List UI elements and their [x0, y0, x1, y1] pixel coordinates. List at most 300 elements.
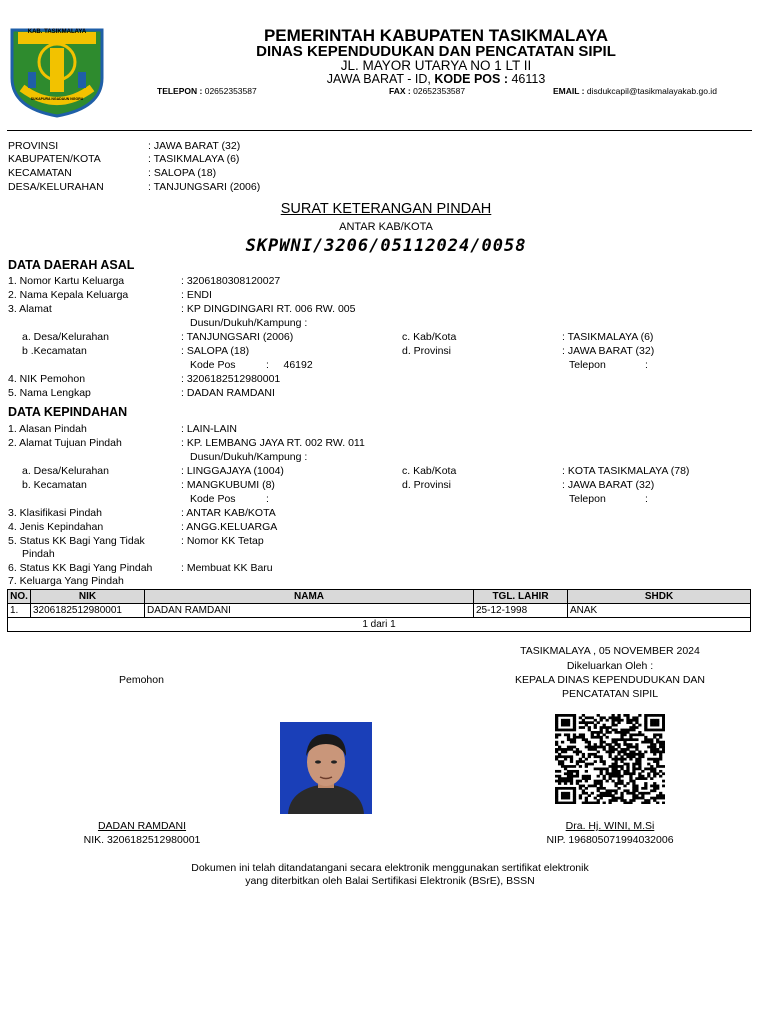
qr-module: [635, 785, 638, 788]
qr-module: [582, 719, 585, 722]
qr-module: [579, 760, 582, 763]
qr-module: [650, 785, 653, 788]
qr-module: [659, 750, 662, 753]
qr-module: [629, 736, 632, 739]
qr-module: [609, 755, 612, 758]
qr-module: [609, 775, 612, 778]
qr-module: [662, 748, 665, 751]
qr-module: [635, 797, 638, 800]
qr-module: [629, 743, 632, 746]
qr-module: [573, 789, 576, 792]
qr-module: [600, 741, 603, 744]
qr-module: [597, 782, 600, 785]
qr-module: [629, 729, 632, 732]
qr-module: [620, 719, 623, 722]
header-line4-b: KODE POS :: [434, 72, 508, 86]
qr-module: [609, 777, 612, 780]
qr-module: [659, 743, 662, 746]
qr-module: [606, 792, 609, 795]
qr-module: [588, 726, 591, 729]
official-name: Dra. Hj. WINI, M.Si: [565, 820, 655, 832]
qr-module: [573, 792, 576, 795]
qr-module: [617, 772, 620, 775]
qr-module: [576, 763, 579, 766]
qr-module: [561, 802, 564, 804]
qr-module: [662, 729, 665, 732]
qr-module: [638, 775, 641, 778]
qr-module: [594, 780, 597, 783]
col-nama: NAMA: [145, 590, 474, 604]
qr-module: [650, 777, 653, 780]
qr-module: [653, 770, 656, 773]
qr-module: [588, 716, 591, 719]
asal-r2-label: 2. Nama Kepala Keluarga: [8, 289, 129, 301]
qr-module: [620, 797, 623, 800]
qr-module: [650, 724, 653, 727]
qr-module: [629, 772, 632, 775]
qr-module: [555, 775, 558, 778]
qr-module: [635, 748, 638, 751]
qr-module: [626, 789, 629, 792]
qr-module: [561, 714, 564, 717]
qr-module: [635, 794, 638, 797]
qr-module: [656, 765, 659, 768]
qr-module: [632, 792, 635, 795]
qr-module: [564, 787, 567, 790]
qr-module: [558, 770, 561, 773]
qr-module: [629, 719, 632, 722]
qr-module: [614, 758, 617, 761]
qr-module: [600, 726, 603, 729]
qr-module: [573, 802, 576, 804]
qr-module: [591, 736, 594, 739]
qr-module: [641, 802, 644, 804]
qr-module: [597, 768, 600, 771]
qr-module: [656, 763, 659, 766]
qr-module: [647, 746, 650, 749]
qr-module: [600, 782, 603, 785]
qr-module: [585, 765, 588, 768]
header-line4-c: 46113: [511, 72, 546, 86]
qr-module: [650, 714, 653, 717]
qr-module: [555, 780, 558, 783]
qr-module: [567, 770, 570, 773]
qr-module: [650, 746, 653, 749]
qr-module: [573, 714, 576, 717]
table-header-row: [8, 590, 751, 604]
qr-module: [635, 777, 638, 780]
qr-module: [606, 743, 609, 746]
qr-module: [603, 724, 606, 727]
qr-module: [594, 797, 597, 800]
qr-module: [564, 714, 567, 717]
qr-module: [573, 765, 576, 768]
place-date: TASIKMALAYA , 05 NOVEMBER 2024: [520, 645, 700, 657]
qr-module: [623, 770, 626, 773]
qr-module: [635, 719, 638, 722]
qr-module: [638, 731, 641, 734]
qr-module: [579, 794, 582, 797]
qr-module: [620, 792, 623, 795]
qr-module: [638, 763, 641, 766]
qr-module: [606, 726, 609, 729]
qr-module: [561, 794, 564, 797]
asal-kab-value: : TASIKMALAYA (6): [562, 331, 654, 343]
qr-module: [611, 741, 614, 744]
qr-module: [591, 763, 594, 766]
qr-module: [594, 736, 597, 739]
qr-module: [609, 753, 612, 756]
qr-module: [617, 743, 620, 746]
qr-module: [576, 770, 579, 773]
qr-module: [600, 743, 603, 746]
qr-module: [659, 729, 662, 732]
qr-module: [570, 770, 573, 773]
qr-module: [614, 755, 617, 758]
qr-module: [653, 797, 656, 800]
header-divider: [7, 130, 752, 131]
qr-module: [662, 794, 665, 797]
qr-module: [629, 721, 632, 724]
qr-module: [600, 729, 603, 732]
qr-module: [653, 772, 656, 775]
qr-module: [629, 792, 632, 795]
qr-module: [611, 799, 614, 802]
qr-module: [573, 719, 576, 722]
qr-module: [647, 758, 650, 761]
qr-module: [555, 736, 558, 739]
qr-module: [656, 797, 659, 800]
fax-value: 02652353587: [413, 86, 466, 96]
qr-module: [582, 789, 585, 792]
qr-module: [570, 782, 573, 785]
qr-module: [620, 760, 623, 763]
qr-module: [573, 746, 576, 749]
qr-module: [591, 748, 594, 751]
qr-module: [591, 753, 594, 756]
qr-module: [662, 785, 665, 788]
qr-module: [620, 780, 623, 783]
qr-module: [579, 721, 582, 724]
qr-module: [600, 758, 603, 761]
asal-dusun: Dusun/Dukuh/Kampung :: [190, 317, 308, 329]
qr-module: [659, 746, 662, 749]
qr-module: [656, 787, 659, 790]
qr-module: [561, 787, 564, 790]
qr-module: [644, 738, 647, 741]
qr-module: [632, 753, 635, 756]
qr-module: [617, 750, 620, 753]
qr-module: [564, 755, 567, 758]
qr-module: [635, 721, 638, 724]
qr-module: [579, 726, 582, 729]
qr-module: [576, 753, 579, 756]
qr-module: [611, 768, 614, 771]
qr-module: [567, 780, 570, 783]
qr-module: [662, 743, 665, 746]
official-nip: NIP. 196805071994032006: [546, 834, 674, 846]
qr-module: [567, 765, 570, 768]
qr-module: [582, 792, 585, 795]
qr-module: [635, 716, 638, 719]
qr-module: [662, 746, 665, 749]
qr-module: [632, 726, 635, 729]
qr-module: [617, 797, 620, 800]
qr-module: [582, 760, 585, 763]
header-line4: [120, 72, 752, 86]
qr-module: [632, 755, 635, 758]
header-line4-a: JAWA BARAT - ID,: [326, 72, 431, 86]
qr-module: [567, 736, 570, 739]
qr-module: [585, 716, 588, 719]
pindah-dusun: Dusun/Dukuh/Kampung :: [190, 451, 308, 463]
qr-module: [662, 765, 665, 768]
qr-module: [561, 741, 564, 744]
qr-module: [555, 758, 558, 761]
qr-module: [632, 794, 635, 797]
qr-module: [638, 777, 641, 780]
doc-title: SURAT KETERANGAN PINDAH: [280, 201, 492, 217]
qr-module: [609, 731, 612, 734]
qr-module: [609, 726, 612, 729]
qr-module: [623, 743, 626, 746]
qr-module: [629, 746, 632, 749]
qr-module: [588, 755, 591, 758]
qr-module: [570, 780, 573, 783]
pindah-r7-label: 7. Keluarga Yang Pindah: [8, 575, 124, 587]
qr-module: [647, 738, 650, 741]
qr-module: [603, 777, 606, 780]
qr-module: [614, 716, 617, 719]
qr-module: [609, 743, 612, 746]
qr-module: [629, 802, 632, 804]
qr-module: [600, 738, 603, 741]
qr-module: [623, 741, 626, 744]
region-provinsi-value: : JAWA BARAT (32): [148, 140, 241, 152]
qr-module: [611, 797, 614, 800]
qr-module: [591, 731, 594, 734]
qr-module: [623, 789, 626, 792]
qr-module: [611, 738, 614, 741]
qr-module: [603, 787, 606, 790]
qr-module: [659, 758, 662, 761]
qr-module: [570, 760, 573, 763]
qr-module: [653, 799, 656, 802]
qr-module: [653, 775, 656, 778]
qr-module: [558, 802, 561, 804]
qr-module: [594, 802, 597, 804]
qr-module: [659, 741, 662, 744]
qr-module: [656, 733, 659, 736]
qr-module: [567, 719, 570, 722]
qr-module: [632, 729, 635, 732]
footer-line2: yang diterbitkan oleh Balai Sertifikasi Elektronik (BSrE), BSSN: [245, 875, 535, 887]
qr-module: [600, 772, 603, 775]
qr-module: [561, 777, 564, 780]
qr-module: [620, 765, 623, 768]
qr-module: [585, 724, 588, 727]
qr-module: [656, 785, 659, 788]
qr-module: [632, 716, 635, 719]
qr-module: [579, 765, 582, 768]
qr-module: [653, 719, 656, 722]
qr-module: [576, 736, 579, 739]
qr-module: [626, 746, 629, 749]
qr-module: [635, 787, 638, 790]
qr-module: [623, 733, 626, 736]
qr-module: [558, 782, 561, 785]
asal-r3-label: 3. Alamat: [8, 303, 52, 315]
qr-module: [638, 797, 641, 800]
qr-module: [647, 763, 650, 766]
qr-module: [611, 765, 614, 768]
qr-module: [614, 743, 617, 746]
qr-module: [653, 768, 656, 771]
qr-module: [591, 716, 594, 719]
qr-module: [591, 785, 594, 788]
qr-module: [623, 758, 626, 761]
qr-module: [573, 775, 576, 778]
pindah-prov-label: d. Provinsi: [402, 479, 452, 491]
qr-module: [632, 733, 635, 736]
qr-module: [650, 721, 653, 724]
qr-module: [609, 716, 612, 719]
qr-module: [606, 719, 609, 722]
qr-module: [585, 775, 588, 778]
qr-module: [644, 777, 647, 780]
qr-module: [650, 738, 653, 741]
qr-module: [585, 763, 588, 766]
pindah-r5-label-b: Pindah: [22, 548, 55, 560]
qr-module: [617, 721, 620, 724]
pindah-kodepos-value: :: [266, 493, 269, 505]
qr-module: [588, 748, 591, 751]
qr-module: [588, 802, 591, 804]
region-kabupaten-label: KABUPATEN/KOTA: [8, 153, 101, 165]
qr-module: [650, 743, 653, 746]
qr-module: [555, 724, 558, 727]
qr-module: [644, 729, 647, 732]
qr-module: [659, 714, 662, 717]
qr-module: [623, 772, 626, 775]
qr-module: [600, 746, 603, 749]
pindah-r4-value: : ANGG.KELUARGA: [181, 521, 278, 533]
qr-module: [644, 736, 647, 739]
qr-module: [611, 750, 614, 753]
qr-module: [564, 780, 567, 783]
qr-module: [662, 797, 665, 800]
qr-module: [573, 741, 576, 744]
qr-module: [573, 733, 576, 736]
qr-module: [603, 794, 606, 797]
qr-module: [629, 775, 632, 778]
qr-module: [617, 716, 620, 719]
qr-module: [662, 719, 665, 722]
qr-module: [609, 748, 612, 751]
qr-module: [614, 797, 617, 800]
pemohon-label: Pemohon: [119, 674, 164, 686]
qr-module: [564, 802, 567, 804]
asal-r5-label: 5. Nama Lengkap: [8, 387, 91, 399]
qr-module: [564, 733, 567, 736]
qr-module: [570, 772, 573, 775]
qr-module: [570, 787, 573, 790]
qr-module: [635, 768, 638, 771]
qr-module: [555, 794, 558, 797]
qr-module: [626, 782, 629, 785]
qr-module: [576, 750, 579, 753]
qr-module: [644, 741, 647, 744]
qr-module: [653, 750, 656, 753]
qr-module: [576, 772, 579, 775]
qr-module: [573, 799, 576, 802]
qr-module: [603, 763, 606, 766]
qr-module: [611, 729, 614, 732]
qr-module: [650, 729, 653, 732]
qr-module: [606, 736, 609, 739]
qr-module: [614, 719, 617, 722]
qr-module: [656, 721, 659, 724]
qr-module: [644, 724, 647, 727]
qr-module: [570, 738, 573, 741]
qr-module: [626, 755, 629, 758]
qr-module: [600, 736, 603, 739]
cell-nik: 3206182512980001: [31, 604, 145, 618]
pindah-r2-label: 2. Alamat Tujuan Pindah: [8, 437, 122, 449]
qr-module: [620, 768, 623, 771]
qr-module: [573, 726, 576, 729]
qr-module: [591, 802, 594, 804]
qr-module: [600, 787, 603, 790]
qr-module: [644, 782, 647, 785]
qr-module: [594, 755, 597, 758]
qr-module: [632, 789, 635, 792]
qr-module: [617, 719, 620, 722]
qr-module: [570, 748, 573, 751]
qr-module: [594, 768, 597, 771]
qr-module: [614, 782, 617, 785]
qr-module: [614, 738, 617, 741]
qr-module: [662, 741, 665, 744]
qr-module: [594, 743, 597, 746]
qr-module: [594, 748, 597, 751]
qr-module: [635, 760, 638, 763]
qr-module: [579, 785, 582, 788]
qr-module: [606, 780, 609, 783]
qr-module: [561, 763, 564, 766]
header-line3: JL. MAYOR UTARYA NO 1 LT II: [340, 58, 532, 73]
qr-module: [620, 799, 623, 802]
qr-module: [609, 772, 612, 775]
qr-module: [611, 748, 614, 751]
pindah-kec-value: : MANGKUBUMI (8): [181, 479, 275, 491]
qr-module: [611, 772, 614, 775]
regency-logo: [8, 26, 106, 118]
qr-module: [603, 733, 606, 736]
qr-module: [647, 799, 650, 802]
qr-module: [567, 772, 570, 775]
qr-module: [558, 775, 561, 778]
qr-module: [626, 765, 629, 768]
qr-module: [644, 802, 647, 804]
qr-module: [653, 746, 656, 749]
qr-module: [629, 755, 632, 758]
asal-r3-value: : KP DINGDINGARI RT. 006 RW. 005: [181, 303, 356, 315]
qr-module: [650, 748, 653, 751]
qr-module: [597, 721, 600, 724]
qr-module: [644, 726, 647, 729]
qr-module: [555, 719, 558, 722]
